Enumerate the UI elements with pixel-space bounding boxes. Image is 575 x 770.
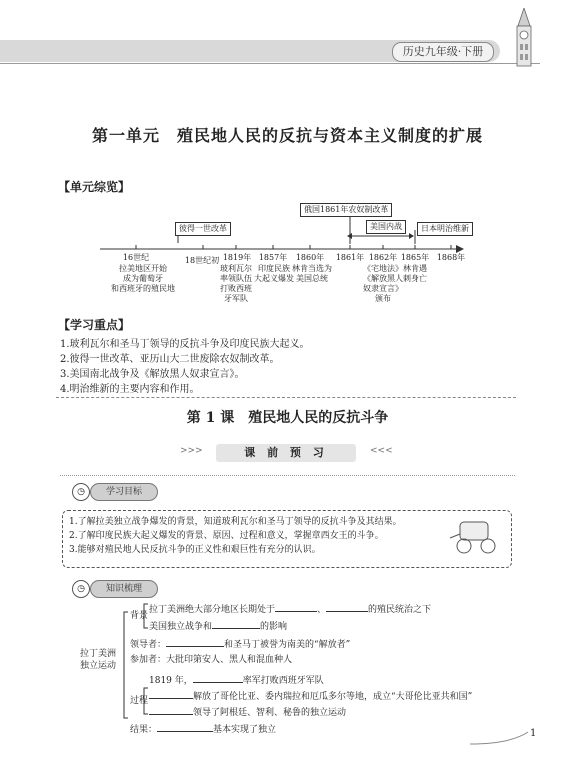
tl-1862: 1862年 (368, 253, 398, 262)
focus-item: 2.彼得一世改革、亚历山大二世废除农奴制改革。 (60, 354, 280, 365)
clock-icon: ◷ (72, 580, 90, 598)
process-line-1: 1819 年， 率军打败西班牙军队 (149, 672, 324, 687)
focus-item: 1.玻利瓦尔和圣马丁领导的反抗斗争及印度民族大起义。 (60, 339, 310, 350)
clock-icon: ◷ (72, 483, 90, 501)
overview-heading: 【单元综览】 (58, 180, 131, 194)
bg-line-1: 拉丁美洲绝大部分地区长期处于 、 的殖民统治之下 (149, 601, 431, 616)
participants-line: 参加者：大批印第安人、黑人和混血种人 (130, 655, 293, 665)
chevrons-left-icon: <<< (370, 446, 393, 456)
box-meiji: 日本明治维新 (417, 222, 473, 236)
tl-16c-desc: 拉美地区开始 成为葡萄牙 和西班牙的殖民地 (111, 264, 175, 293)
goals-badge: 学习目标 (90, 483, 158, 501)
goal-item: 1.了解拉美独立战争爆发的背景，知道玻利瓦尔和圣马丁领导的反抗斗争及其结果。 (69, 517, 402, 527)
focus-item: 3.美国南北战争及《解放黑人奴隶宣言》。 (60, 369, 245, 380)
tl-16c: 16世纪 (122, 253, 150, 262)
tl-1857: 1857年 (258, 253, 288, 262)
lesson-title: 第 1 课 殖民地人民的反抗斗争 (186, 410, 389, 426)
knowledge-badge: 知识梳理 (90, 580, 158, 598)
tl-1862-desc: 《宅地法》 《解放黑人 奴隶宣言》 颁布 (363, 264, 403, 303)
focus-item: 4.明治维新的主要内容和作用。 (60, 384, 200, 395)
tl-1861: 1861年 (335, 253, 365, 262)
result-line: 结果： 基本实现了独立 (130, 721, 276, 736)
section-banner: 课 前 预 习 (244, 446, 328, 459)
box-civil-war: 美国内战 (366, 220, 406, 234)
tl-1865-desc: 林肯遇 刺身亡 (403, 264, 427, 283)
bg-line-2: 美国独立战争和 的影响 (149, 618, 287, 633)
page-number: 1 (530, 728, 537, 739)
goal-item: 3.能够对殖民地人民反抗斗争的正义性和艰巨性有充分的认识。 (69, 545, 321, 555)
process-line-3: 领导了阿根廷、智利、秘鲁的独立运动 (149, 704, 346, 719)
box-serf-reform: 俄国1861年农奴制改革 (300, 203, 392, 217)
tl-1819-desc: 玻利瓦尔 率领队伍 打败西班 牙军队 (220, 264, 252, 303)
bg-label: 背景 (130, 611, 149, 621)
tl-1865: 1865年 (400, 253, 430, 262)
series-tab: 历史九年级·下册 (392, 42, 494, 62)
tl-1819: 1819年 (222, 253, 252, 262)
unit-title: 第一单元 殖民地人民的反抗与资本主义制度的扩展 (91, 126, 483, 145)
tl-18c: 18世纪初 (184, 256, 220, 265)
tl-1857-desc: 印度民族 大起义爆发 (254, 264, 294, 283)
process-line-2: 解放了哥伦比亚、委内瑞拉和厄瓜多尔等地，成立“大哥伦比亚共和国” (149, 688, 472, 703)
box-peter-reform: 彼得一世改革 (175, 222, 231, 236)
focus-heading: 【学习重点】 (58, 318, 131, 332)
process-label: 过程 (130, 696, 149, 706)
tl-1860-desc: 林肯当选为 美国总统 (292, 264, 332, 283)
goal-item: 2.了解印度民族大起义爆发的背景、原因、过程和意义，掌握章西女王的斗争。 (69, 531, 384, 541)
leader-line: 领导者： 和圣马丁被誉为南美的“解放者” (130, 636, 350, 651)
tl-1868: 1868年 (436, 253, 466, 262)
chevrons-right-icon: >>> (180, 446, 203, 456)
root-label: 拉丁美洲 独立运动 (79, 649, 116, 671)
tl-1860: 1860年 (295, 253, 325, 262)
